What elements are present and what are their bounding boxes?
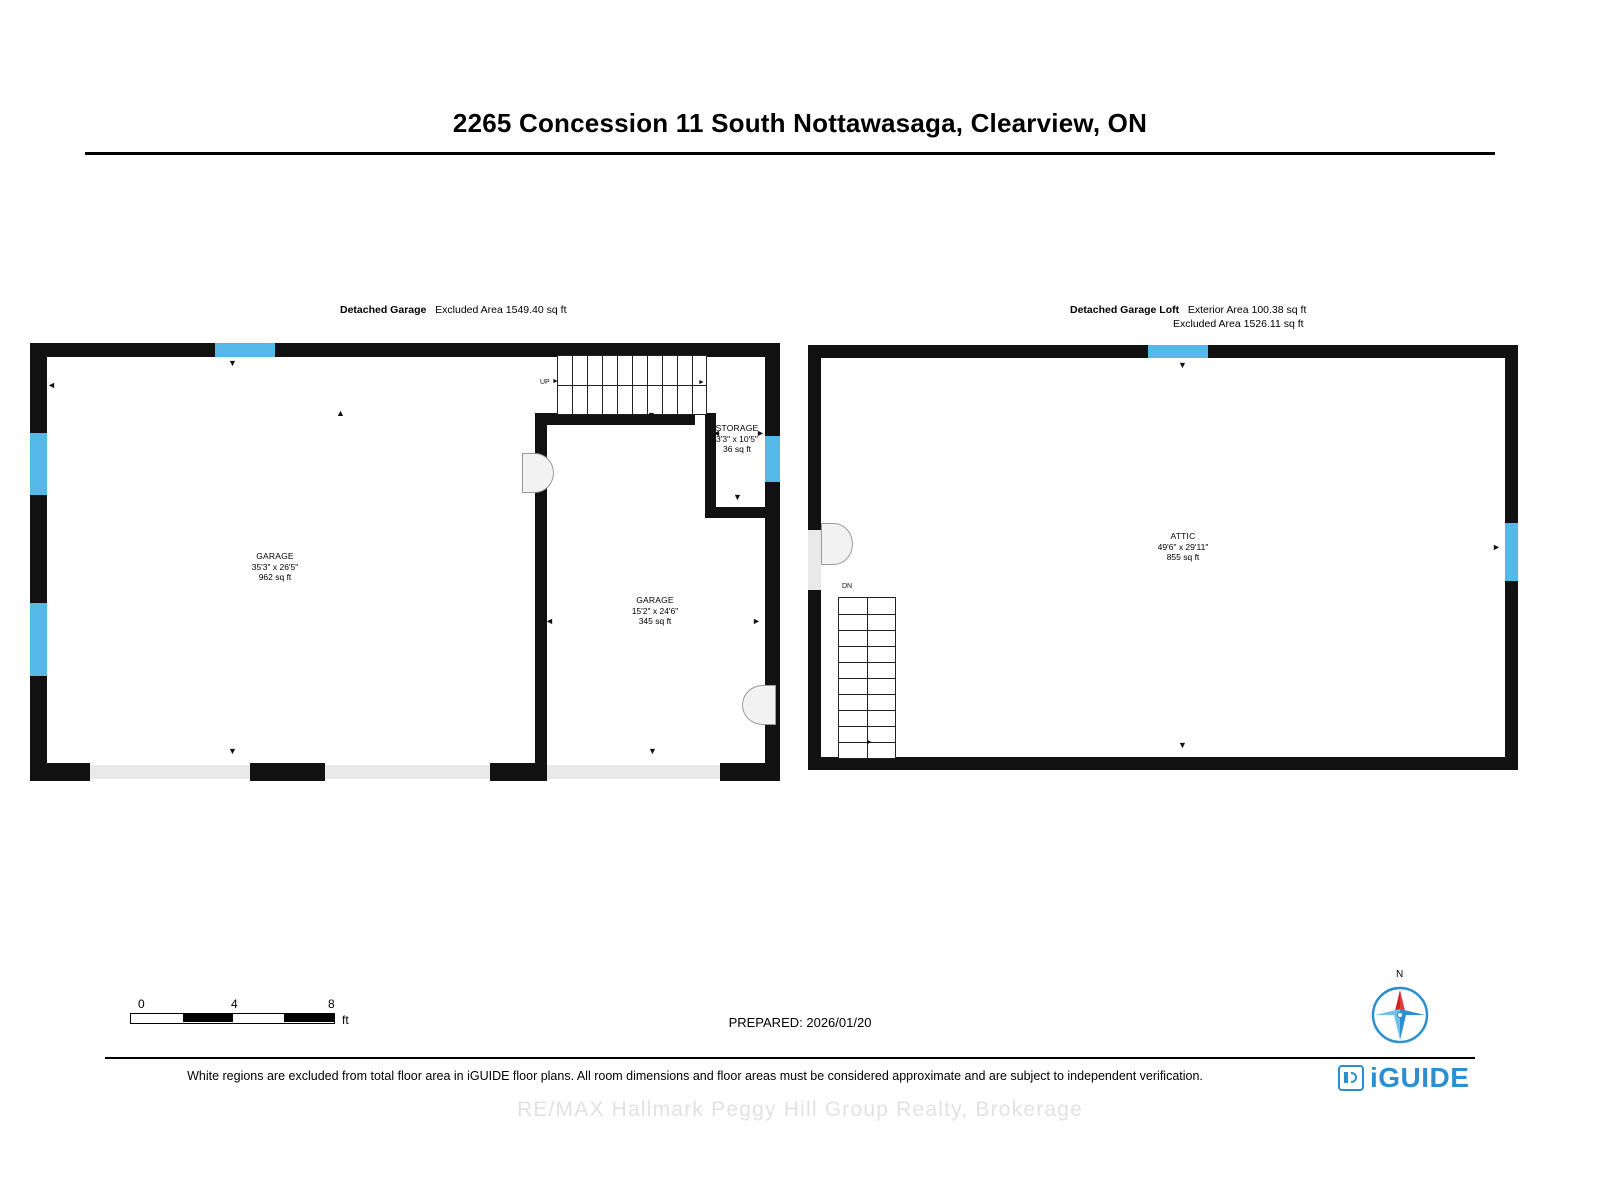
dimension-arrow-bay2-top: ▲: [737, 346, 746, 356]
scale-value-mid: 4: [231, 997, 238, 1011]
wall-left-mid: [30, 495, 47, 603]
window-left-2: [30, 603, 47, 676]
dimension-arrow-top-1: ▼: [228, 358, 237, 368]
room-dimensions: 3'3" x 10'5": [716, 433, 758, 444]
dimension-arrow-storage-right: ►: [756, 428, 765, 438]
room-label-attic: [1118, 531, 1248, 563]
footer-divider: [105, 1057, 1475, 1059]
dimension-arrow-left: ◄: [47, 380, 56, 390]
room-dimensions: 35'3" x 26'5": [251, 561, 299, 572]
room-label-storage: [682, 423, 792, 455]
dimension-arrow-storage-left: ◄: [712, 428, 721, 438]
scale-value-0: 0: [138, 997, 145, 1011]
iguide-logo: [1338, 1062, 1469, 1094]
dimension-arrow-storage-bottom: ▼: [733, 492, 742, 502]
page-title: 2265 Concession 11 South Nottawasaga, Clearview, ON: [452, 108, 1148, 138]
wall-bottom: [808, 757, 1518, 770]
dimension-arrow-mid: ▲: [336, 408, 345, 418]
plan-exterior-area-right: Exterior Area 100.38 sq ft: [1187, 304, 1307, 316]
wall-bottom-corner-right: [720, 763, 780, 781]
room-name: ATTIC: [1170, 531, 1196, 541]
wall-left-opening: [808, 530, 821, 590]
scale-value-end: 8: [328, 997, 335, 1011]
scale-unit: ft: [342, 1013, 349, 1027]
dimension-arrow-bottom: ▼: [1178, 740, 1187, 750]
floor-plan-detached-garage: [30, 335, 790, 800]
wall-left-upper: [808, 345, 821, 530]
door-arc-bay-left: [522, 453, 554, 493]
dimension-arrow-bottom-1: ▼: [228, 746, 237, 756]
window-right: [1505, 523, 1518, 581]
garage-door-bottom-2: [325, 765, 490, 779]
dimension-arrow-stairs-bottom: ▼: [647, 410, 656, 420]
stair-direction-arrow-up: ►: [552, 378, 559, 385]
room-name: STORAGE: [715, 423, 759, 433]
room-dimensions: 49'6" x 29'11": [1157, 541, 1209, 552]
iguide-mark-icon: [1338, 1065, 1364, 1091]
room-area: 36 sq ft: [723, 444, 751, 454]
room-label-garage-2: [595, 595, 715, 627]
wall-left-lower: [808, 590, 821, 770]
wall-top-left-section: [808, 345, 1148, 358]
plan-area-left: Excluded Area 1549.40 sq ft: [435, 304, 567, 316]
storage-wall-bottom: [705, 507, 780, 518]
wall-right-lower: [1505, 581, 1518, 770]
prepared-date: PREPARED: 2026/01/20: [728, 1015, 872, 1030]
plan-excluded-area-right: Excluded Area 1526.11 sq ft: [1173, 318, 1304, 330]
compass-icon: [1370, 985, 1430, 1045]
dimension-arrow-bay2-right: ►: [752, 616, 761, 626]
room-area: 962 sq ft: [258, 572, 292, 582]
title-divider: [85, 152, 1495, 155]
room-dimensions: 15'2" x 24'6": [631, 605, 679, 616]
wall-right-lower: [765, 482, 780, 781]
window-top: [1148, 345, 1208, 358]
stair-direction-label-down: DN: [842, 583, 853, 590]
stair-direction-arrow-down: ►: [866, 739, 873, 746]
brokerage-watermark: RE/MAX Hallmark Peggy Hill Group Realty, Brokerage: [516, 1098, 1084, 1121]
disclaimer-text: White regions are excluded from total floor area in iGUIDE floor plans. All room dimensions and floor areas must be considered approximate and are subject to independent verification.: [187, 1069, 1203, 1083]
room-name: GARAGE: [256, 551, 294, 561]
window-left-1: [30, 433, 47, 495]
door-arc-bay-right: [742, 685, 776, 725]
staircase-down: [838, 597, 896, 759]
dimension-arrow-bottom-2: ▼: [648, 746, 657, 756]
wall-bottom-corner-left: [30, 763, 90, 781]
door-arc-left: [821, 523, 853, 565]
compass-north-label: N: [1396, 969, 1404, 980]
wall-bottom-seg-1: [250, 763, 325, 781]
wall-right-upper: [1505, 345, 1518, 523]
dimension-arrow-top: ▼: [1178, 360, 1187, 370]
wall-top-right-section: [1208, 345, 1518, 358]
wall-left-upper: [30, 343, 47, 433]
plan-name-left: Detached Garage: [340, 304, 427, 316]
plan-caption-right: [1070, 303, 1306, 331]
stair-run-arrow: ►: [698, 379, 705, 386]
plan-caption-left: [340, 303, 566, 317]
room-area: 345 sq ft: [638, 616, 672, 626]
room-label-garage-1: [215, 551, 335, 583]
window-top: [215, 343, 275, 357]
wall-top-left-section: [30, 343, 215, 357]
compass-rose: [1370, 969, 1430, 1045]
floor-plan-detached-garage-loft: [808, 335, 1528, 790]
plan-name-right: Detached Garage Loft: [1070, 304, 1180, 316]
iguide-brand-name: iGUIDE: [1370, 1062, 1470, 1093]
room-name: GARAGE: [636, 595, 674, 605]
dimension-arrow-right: ►: [1492, 542, 1501, 552]
staircase-up: [557, 355, 707, 415]
garage-door-bottom-3: [545, 765, 720, 779]
room-area: 855 sq ft: [1166, 552, 1200, 562]
stair-direction-label-up: UP: [540, 379, 550, 386]
dimension-arrow-bay2-left: ◄: [545, 616, 554, 626]
garage-door-bottom-1: [90, 765, 250, 779]
